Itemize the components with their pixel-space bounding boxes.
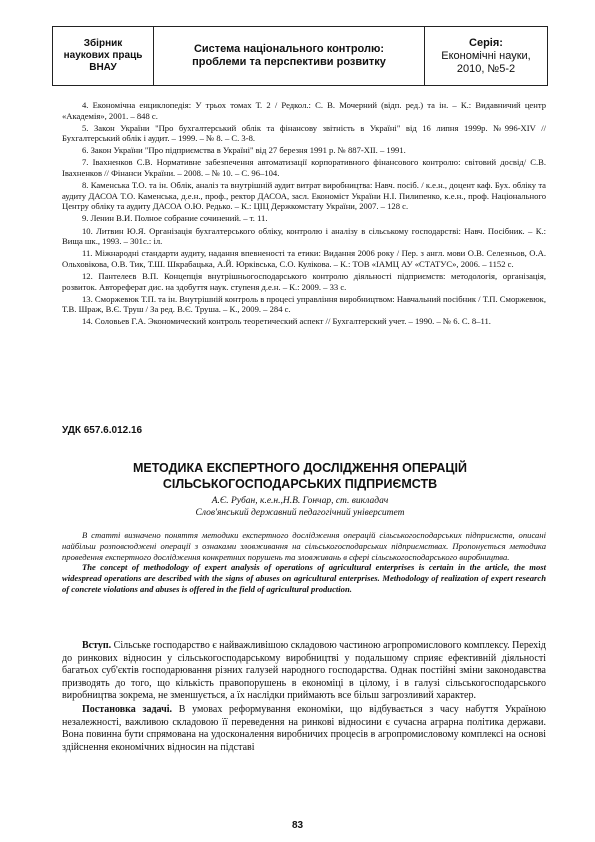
header-series-line: 2010, №5-2: [456, 62, 516, 75]
reference-item: 12. Пантелеєв В.П. Концепція внутрішньогосподарського контролю діяльності підприємств: методологія, організація, розвиток. Автореферат дис. на здобуття наук. ступеня д.е.н. – К.: 2009. – 33 с.: [62, 270, 546, 292]
page-number: 83: [291, 820, 304, 831]
body-paragraph: [62, 640, 546, 703]
header-collection-line: ВНАУ: [89, 62, 117, 73]
header-series-line: Серія:: [469, 36, 503, 49]
article-title: МЕТОДИКА ЕКСПЕРТНОГО ДОСЛІДЖЕННЯ ОПЕРАЦІЙ СІЛЬСЬКОГОСПОДАРСЬКИХ ПІДПРИЄМСТВ: [132, 461, 467, 491]
abstract: [62, 530, 546, 595]
header-title-line: проблеми та перспективи розвитку: [192, 56, 386, 68]
section-lead: Вступ.: [82, 640, 112, 651]
authors: А.Є. Рубан, к.е.н.,Н.В. Гончар, ст. викладач: [211, 496, 389, 506]
reference-item: 9. Ленин В.И. Полное собрание сочинений. – т. 11.: [82, 213, 268, 224]
abstract-english: The concept of methodology of expert analysis of operations of agricultural enterprises is certain in the article, the most widespread operations are described with the signs of abuses on agricultural enterprises. Methodology of realization of expert research of concrete violations and abuses is offered in the field of agricultural production.: [62, 562, 546, 594]
header-title-line: Система національного контролю:: [193, 43, 385, 55]
section-lead: Постановка задачі.: [82, 703, 173, 715]
reference-item: 8. Каменська Т.О. та ін. Облік, аналіз та внутрішній аудит витрат виробництва: Навч. посіб. / к.е.н., доцент каф. Бух. обліку та аудиту ДАСОА Т.О. Каменська, д.е.н., проф., ректор ДАСОА, засл. Економіст України Н.І. Пилипенко, к.е.н., проф. Національного Центру обліку та аудиту ДАСОА О.Ю. Редько. – К.: ЦІЦ Держкомстату України, 2007. – 128 с.: [62, 180, 546, 212]
paragraph-text: Сільське господарство є найважливішою складовою частиною агропромислового комплексу. Перехід до ринкових відносин у сільськогосподарському виробництві у подальшому сприяє ефективній діяльності багатьох суб'єктів господарювання різних галузей народного господарства. Однак постійні зміни законодавства призводять до того, що кількість правопорушень в економіці в цілому, і в галузі сільськогосподарського виробництва зокрема, не зменшується, а їх наслідки приймають все більш загрозливий характер.: [62, 640, 546, 702]
header-collection-line: наукових праць: [63, 50, 143, 61]
author-block: [62, 495, 538, 519]
reference-item: 4. Економічна енциклопедія: У трьох томах Т. 2 / Редкол.: С. В. Мочерний (відп. ред.) та ін. – К.: Видавничий центр «Академія», 2001. – 848 с.: [62, 100, 546, 121]
abstract-ukrainian: В статті визначено поняття методики експертного дослідження операцій сільськогосподарських підприємств, описані найбільш розповсюджені операції з ознаками зловживання на сільськогосподарських підприємствах. Пропонується методика проведення експертного дослідження конкретних порушень та зловживань в сфері сільськогосподарського виробництва.: [62, 530, 546, 562]
header-series-line: Економічні науки,: [441, 49, 531, 62]
reference-list: [62, 100, 546, 328]
header-journal-title: [154, 27, 425, 85]
reference-item: 13. Сморжевюк Т.П. та ін. Внутрішній контроль в процесі управління виробництвом: Навчальний посібник / Т.П. Сморжевюк, Т.В. Шраж, В.Є. Труш / За ред. В.Є. Труша. – К., 2009. – 284 с.: [62, 293, 546, 315]
reference-item: 10. Литвин Ю.Я. Організація бухгалтерського обліку, контролю і аналізу в сільському господарстві: Навч. Посібник. – К.: Вища шк., 1993. – 301с.: іл.: [62, 225, 546, 247]
reference-item: 6. Закон України "Про підприємства в Україні" від 27 березня 1991 р. № 887-ХІІ. – 1991.: [82, 145, 406, 156]
reference-item: 14. Соловьев Г.А. Экономический контроль теоретический аспект // Бухгалтерский учет. – 1990. – № 6. С. 8–11.: [82, 316, 491, 327]
udc-code: УДК 657.6.012.16: [62, 425, 143, 436]
affiliation: Слов'янський державний педагогічний університет: [195, 508, 405, 518]
header-collection: [53, 27, 154, 85]
reference-item: 11. Міжнародні стандарти аудиту, надання впевненості та етики: Видання 2006 року / Пер. з англ. мови О.В. Селезньов, О.А. Ольховікова, О.В. Тик, Т.Ш. Шкрабацька, А.Й. Юрківська, С.О. Кулікова. – К.: ТОВ «ІАМЦ АУ «СТАТУС», 2006. – 1152 с.: [62, 248, 546, 269]
journal-header: [52, 26, 548, 86]
paragraph-text: В умовах реформування економіки, що відбувається з часу набуття Україною незалежності, важливою складовою її переведення на ринкові відносини є сучасна аграрна політика держави. Вона повинна бути спрямована на удосконалення виробничих процесів в агропромисловому комплексі на основі здійснення економічних відносин на підставі: [62, 703, 546, 753]
reference-item: 7. Івахненков С.В. Нормативне забезпечення автоматизації корпоративного фінансового контролю: світовий досвід/ С.В. Івахненков // Фінанси України. – 2008. – № 10. – С. 96–104.: [62, 157, 546, 179]
reference-item: 5. Закон України "Про бухгалтерський облік та фінансову звітність в Україні" від 16 липня 1999р. №996-ХІV // Бухгалтерський облік і аудит. – 1999. – № 8. – С. 3-8.: [62, 122, 546, 144]
article-body: [62, 640, 546, 755]
header-collection-line: Збірник: [83, 38, 123, 49]
body-paragraph: [62, 704, 546, 754]
header-series: [425, 27, 547, 85]
